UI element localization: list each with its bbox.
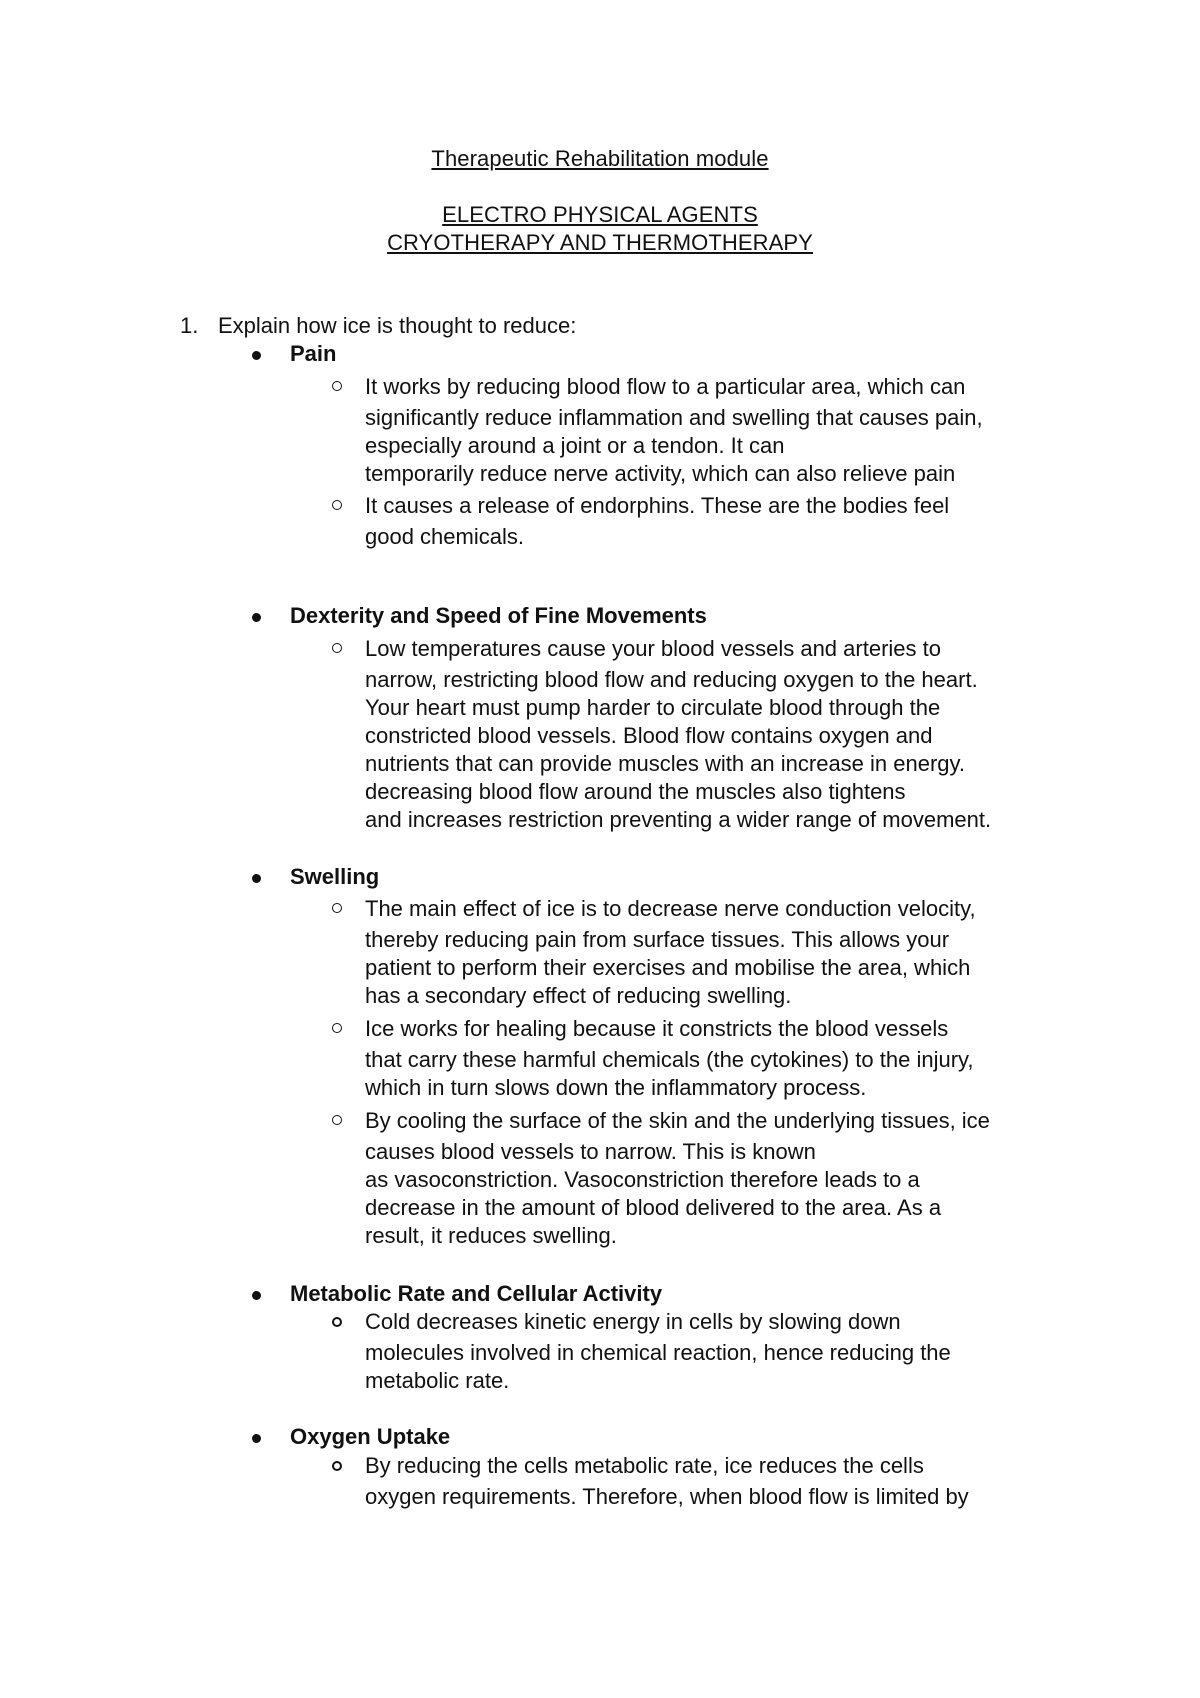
hollow-bullet-icon (332, 1023, 342, 1033)
bullet-icon (252, 613, 261, 622)
text-line: which in turn slows down the inflammatory process. (365, 1075, 867, 1100)
question-number: 1. (180, 313, 199, 338)
text-line: It causes a release of endorphins. These are the bodies feel (365, 493, 950, 518)
hollow-bullet-icon (332, 903, 342, 913)
text-line: causes blood vessels to narrow. This is known (365, 1139, 816, 1164)
text-line: has a secondary effect of reducing swelling. (365, 983, 792, 1008)
text-line: nutrients that can provide muscles with an increase in energy. (365, 751, 966, 776)
text-line: as vasoconstriction. Vasoconstriction therefore leads to a (365, 1167, 920, 1192)
question-text: Explain how ice is thought to reduce: (218, 313, 577, 338)
text-line: Your heart must pump harder to circulate blood through the (365, 695, 941, 720)
text-line: decrease in the amount of blood delivered to the area. As a (365, 1195, 942, 1220)
text-line: significantly reduce inflammation and swelling that causes pain, (365, 405, 983, 430)
hollow-bullet-icon (332, 643, 342, 653)
text-line: and increases restriction preventing a wider range of movement. (365, 807, 992, 832)
topic-heading: Dexterity and Speed of Fine Movements (290, 603, 707, 628)
hollow-bullet-icon (332, 500, 342, 510)
text-line: good chemicals. (365, 524, 524, 549)
text-line: By cooling the surface of the skin and the underlying tissues, ice (365, 1108, 990, 1133)
text-line: thereby reducing pain from surface tissues. This allows your (365, 927, 950, 952)
text-line: oxygen requirements. Therefore, when blood flow is limited by (365, 1484, 969, 1509)
text-line: metabolic rate. (365, 1368, 510, 1393)
text-line: Ice works for healing because it constricts the blood vessels (365, 1016, 949, 1041)
text-line: Cold decreases kinetic energy in cells by slowing down (365, 1309, 901, 1334)
text-line: decreasing blood flow around the muscles also tightens (365, 779, 906, 804)
text-line: It works by reducing blood flow to a particular area, which can (365, 374, 966, 399)
topic-heading: Oxygen Uptake (290, 1424, 451, 1449)
text-line: By reducing the cells metabolic rate, ice reduces the cells (365, 1453, 924, 1478)
section-title: ELECTRO PHYSICAL AGENTS (442, 202, 758, 227)
bullet-icon (252, 1434, 261, 1443)
text-line: constricted blood vessels. Blood flow contains oxygen and (365, 723, 933, 748)
hollow-bullet-icon (332, 1115, 342, 1125)
hollow-bullet-icon (332, 1317, 342, 1327)
topic-heading: Metabolic Rate and Cellular Activity (290, 1281, 663, 1306)
text-line: Low temperatures cause your blood vessels and arteries to (365, 636, 941, 661)
text-line: especially around a joint or a tendon. It can (365, 433, 785, 458)
bullet-icon (252, 874, 261, 883)
bullet-icon (252, 351, 261, 360)
text-line: result, it reduces swelling. (365, 1223, 617, 1248)
text-line: patient to perform their exercises and mobilise the area, which (365, 955, 971, 980)
text-line: that carry these harmful chemicals (the cytokines) to the injury, (365, 1047, 974, 1072)
topic-heading: Swelling (290, 864, 380, 889)
bullet-icon (252, 1291, 261, 1300)
text-line: molecules involved in chemical reaction, hence reducing the (365, 1340, 951, 1365)
module-title: Therapeutic Rehabilitation module (431, 146, 769, 171)
topic-heading: Pain (290, 341, 337, 366)
text-line: narrow, restricting blood flow and reducing oxygen to the heart. (365, 667, 978, 692)
section-subtitle: CRYOTHERAPY AND THERMOTHERAPY (387, 230, 813, 255)
question-1 (180, 313, 576, 339)
text-line: temporarily reduce nerve activity, which can also relieve pain (365, 461, 956, 486)
hollow-bullet-icon (332, 1461, 342, 1471)
hollow-bullet-icon (332, 381, 342, 391)
text-line: The main effect of ice is to decrease nerve conduction velocity, (365, 896, 976, 921)
